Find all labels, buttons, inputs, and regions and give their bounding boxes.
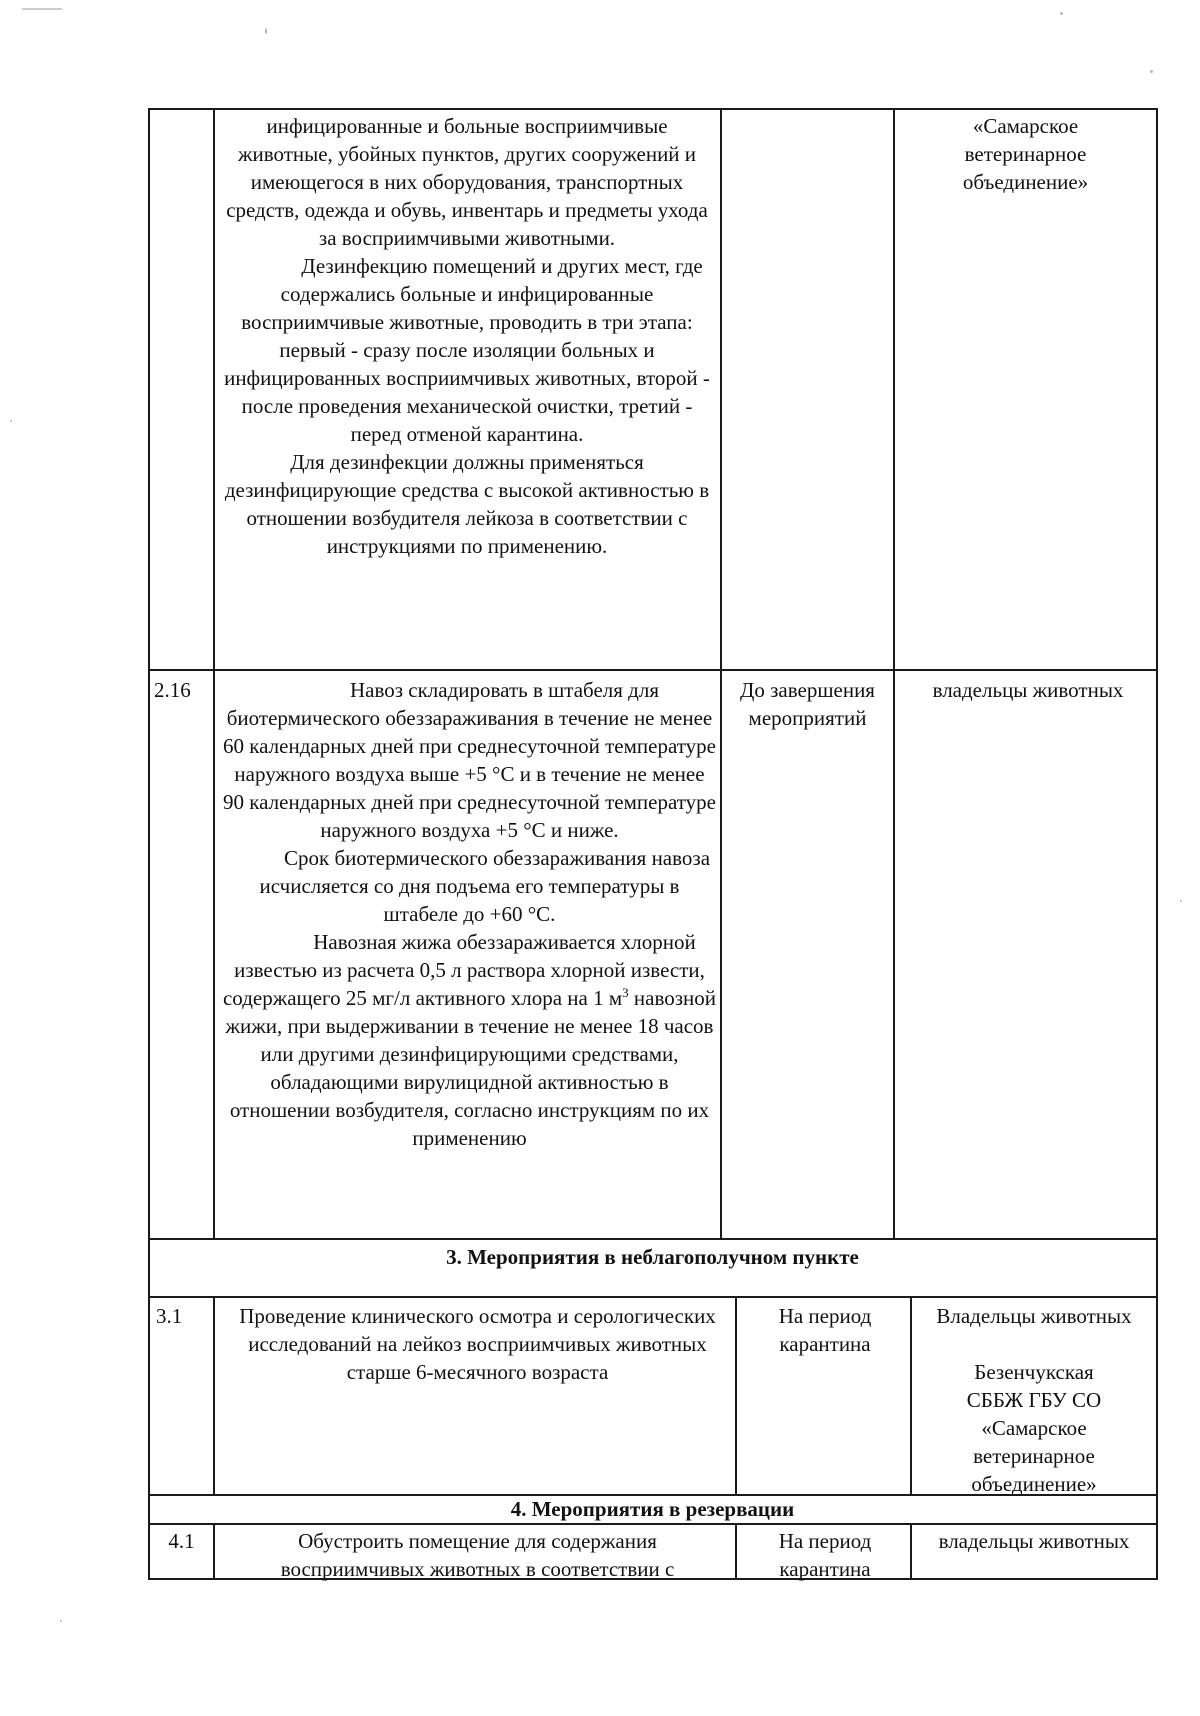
row-3-1-responsible: Владельцы животных Безенчукская СББЖ ГБУ СО «Самарское ветеринарное объединение» (936, 1304, 1132, 1496)
row-2-16-text-1: Навоз складировать в штабеля для биотермического обеззараживания в течение не менее 60 календарных дней при среднесуточной температуре наружного воздуха выше +5 °С и в течение не менее 90 календарных дней при среднесуточной температуре наружного воздуха +5 °С и ниже. (223, 678, 716, 842)
row-2-16-text-3: Навозная жижа обеззараживается хлорной известью из расчета 0,5 л раствора хлорной извести, содержащего 25 мг/л активного хлора на 1 $м^3$ навозной жижи, при выдерживании в течение не менее 18 часов или другими дезинфицирующими средствами, обладающими вирулицидной активностью в отношении возбудителя, согласно инструкциям по их применению (222, 930, 716, 1150)
continued-responsible: «Самарское ветеринарное объединение» (962, 114, 1089, 194)
continued-row-responsible (903, 112, 1148, 196)
row-3-1-number: 3.1 (156, 1304, 183, 1328)
section-4-title: 4. Мероприятия в резервации (510, 1497, 795, 1521)
row-2-16-number: 2.16 (154, 678, 191, 702)
row-3-1-term: На период карантина (778, 1304, 872, 1356)
row-2-16-responsible: владельцы животных (932, 678, 1124, 702)
continued-text-3: Для дезинфекции должны применяться дезинфицирующие средства с высокой активностью в отношении возбудителя лейкоза в соответствии с инструкциями по применению. (224, 450, 710, 558)
continued-text-1: инфицированные и больные восприимчивые животные, убойных пунктов, других сооружений и имеющегося в них оборудования, транспортных средств, одежда и обувь, инвентарь и предметы ухода за восприимчивыми животными. (226, 114, 708, 250)
row-2-16-term: До завершения мероприятий (740, 678, 875, 730)
continued-row-text (222, 112, 712, 560)
continued-text-2: Дезинфекцию помещений и других мест, где содержались больные и инфицированные восприимчивые животные, проводить в три этапа: первый - сразу после изоляции больных и инфицированных восприимчивых животных, второй - после проведения механической очистки, третий - перед отменой карантина. (224, 254, 710, 446)
row-4-1-text: Обустроить помещение для содержания восприимчивых животных в соответствии с (280, 1529, 675, 1581)
row-3-1-text: Проведение клинического осмотра и серологических исследований на лейкоз восприимчивых животных старше 6-месячного возраста (239, 1304, 716, 1384)
row-2-16-text (222, 676, 717, 1152)
section-3-title: 3. Мероприятия в неблагополучном пункте (446, 1245, 859, 1269)
row-4-1-term: На период карантина (778, 1529, 872, 1581)
row-2-16-text-2: Срок биотермического обеззараживания навоза исчисляется со дня подъема его температуры в штабеле до +60 °С. (259, 846, 711, 926)
row-4-1-number: 4.1 (168, 1529, 195, 1553)
row-4-1-responsible: владельцы животных (938, 1529, 1130, 1553)
